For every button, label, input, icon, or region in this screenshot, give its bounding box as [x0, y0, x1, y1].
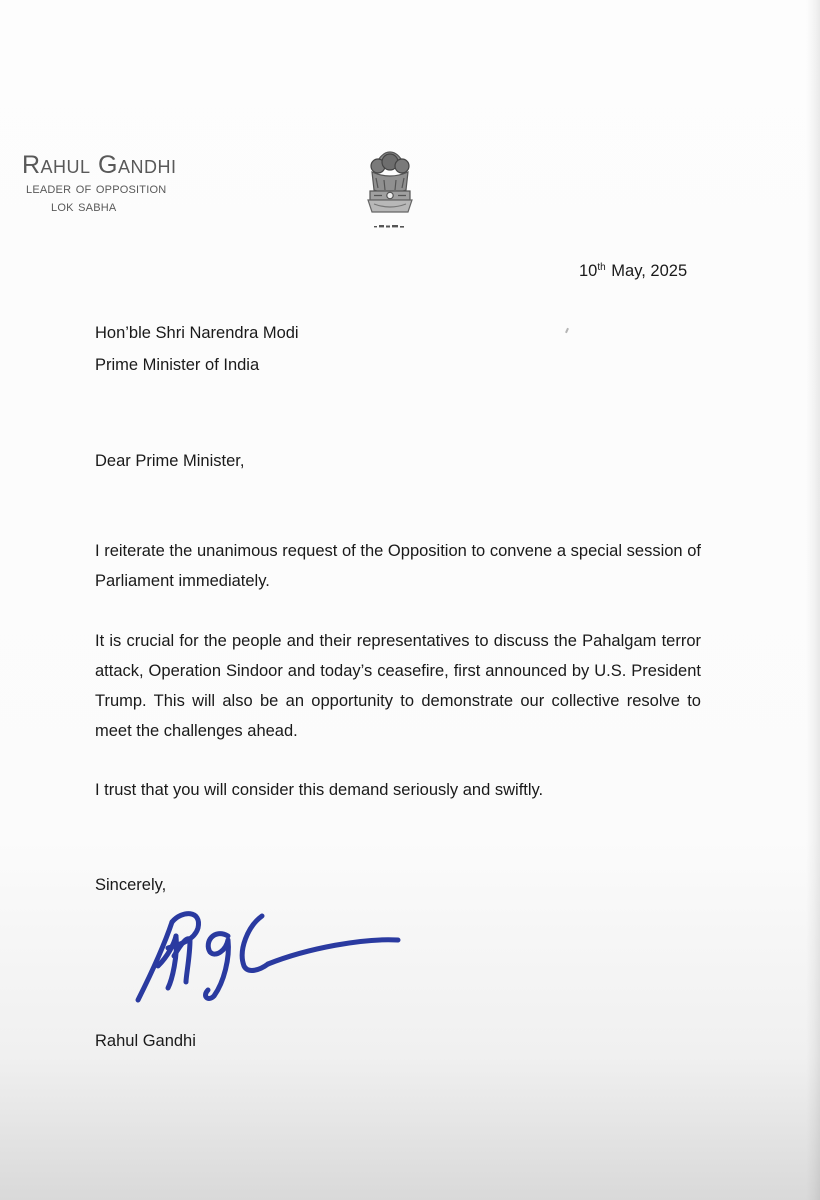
- paper-speck: [565, 328, 569, 333]
- body-paragraph-3: I trust that you will consider this demand seriously and swiftly.: [95, 781, 544, 799]
- body-paragraph-1: I reiterate the unanimous request of the Opposition to convene a special session of Parliament immediately.: [95, 542, 701, 590]
- recipient-name: Hon’ble Shri Narendra Modi: [95, 324, 299, 342]
- letterhead-house: lok sabha: [51, 198, 117, 215]
- handwritten-signature-icon: [128, 896, 404, 1008]
- signatory-name: Rahul Gandhi: [95, 1032, 196, 1050]
- body-paragraph-2: It is crucial for the people and their representatives to discuss the Pahalgam terror attack, Operation Sindoor and today’s ceasefire, first announced by U.S. President Trump. This will also be an opportunity to demonstrate our collective resolve to meet the challenges ahead.: [95, 632, 701, 740]
- letter-date: [579, 262, 687, 281]
- letterhead-name: Rahul Gandhi: [22, 151, 177, 179]
- page-edge-shadow: [806, 0, 820, 1200]
- date-day: 10: [579, 262, 598, 280]
- closing: Sincerely,: [95, 876, 167, 894]
- salutation: Dear Prime Minister,: [95, 452, 245, 470]
- date-rest: May, 2025: [611, 262, 688, 280]
- national-emblem-icon: [360, 144, 420, 236]
- letterhead: [22, 150, 176, 216]
- recipient-title: Prime Minister of India: [95, 356, 260, 374]
- date-suffix: th: [597, 262, 606, 273]
- letterhead-title: leader of opposition: [26, 180, 167, 197]
